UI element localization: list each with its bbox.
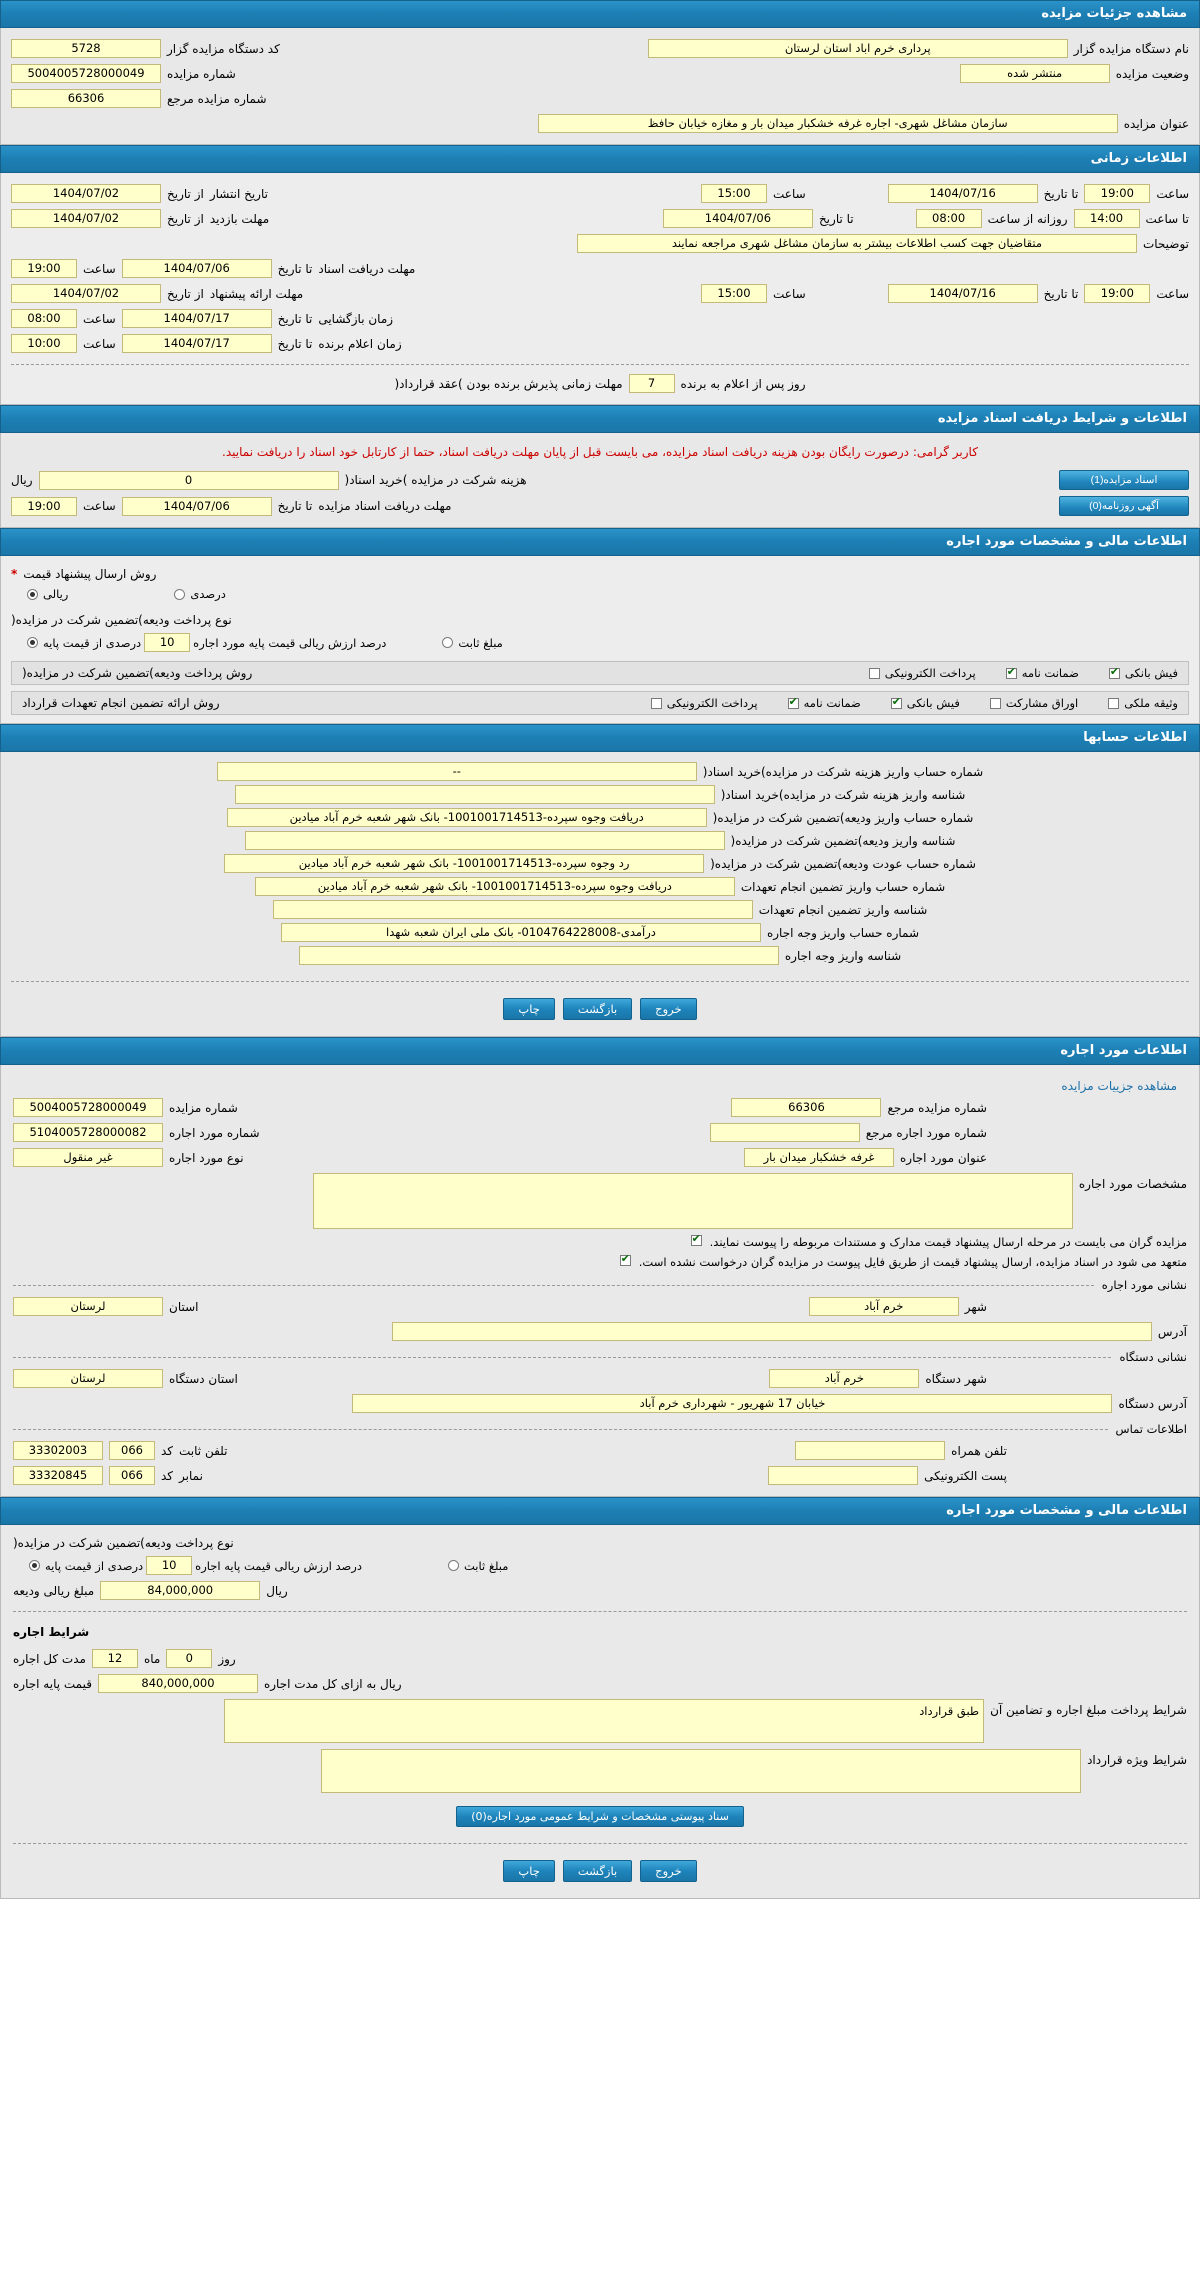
option-guarantee-letter-label: ضمانت نامه: [1021, 666, 1079, 680]
docs-warning-text: کاربر گرامی: درصورت رایگان بودن هزینه دریافت اسناد مزایده، می بایست قبل از پایان مهلت دریافت اسناد، حتما از کارتابل خود اسناد را دریافت نمایید.: [222, 445, 978, 459]
field-description[interactable]: متقاضیان جهت کسب اطلاعات بیشتر به سازمان مشاغل شهری مراجعه نمایند: [577, 234, 1137, 253]
label-item-type: نوع مورد اجاره: [169, 1150, 244, 1165]
account-row: [11, 875, 1189, 898]
label-visit-deadline: مهلت بازدید: [209, 211, 270, 226]
label-publish-to-date: تا تاریخ: [1043, 186, 1079, 201]
option-percent-of-base[interactable]: [25, 633, 386, 652]
checkbox-property-collateral[interactable]: [1108, 698, 1119, 709]
field-announce-date[interactable]: 1404/07/17: [122, 334, 272, 353]
row-receive-docs-deadline: [11, 256, 1189, 281]
field-tel-code[interactable]: 066: [109, 1441, 155, 1460]
section-header-auction-details: مشاهده جزئیات مزایده: [0, 0, 1200, 28]
field-rent-days[interactable]: 0: [166, 1649, 212, 1668]
option-rent-fixed-amount-label: مبلغ ثابت: [463, 1558, 509, 1573]
row-org-address: [13, 1391, 1187, 1416]
field-rent-payment-terms[interactable]: طبق قرارداد: [224, 1699, 984, 1743]
view-auction-details-link[interactable]: مشاهده جزییات مزایده: [1061, 1079, 1177, 1093]
label-contract-acceptance-start: مهلت زمانی پذیرش برنده بودن )عقد قرارداد(: [394, 376, 623, 391]
field-docs-deadline-hour[interactable]: 19:00: [11, 497, 77, 516]
label-ref-number: شماره مزایده مرجع: [167, 91, 267, 106]
checkbox-contract-guarantee-letter[interactable]: [788, 698, 799, 709]
attachment-documents-button[interactable]: سناد پیوستی مشخصات و شرایط عمومی مورد اجاره(0): [456, 1806, 744, 1827]
checkbox-contract-bank-receipt[interactable]: [891, 698, 902, 709]
row-price-method-label: [11, 564, 1189, 584]
financial-info-panel: [0, 556, 1200, 724]
label-visit-from: از تاریخ: [167, 211, 204, 226]
option-participation-bonds-label: اوراق مشارکت: [1005, 696, 1079, 710]
label-auction-number: شماره مزایده: [167, 66, 236, 81]
field-offer-to-hour[interactable]: 19:00: [1084, 284, 1150, 303]
row-docs-deadline: [11, 493, 1189, 519]
field-receive-docs-date[interactable]: 1404/07/06: [122, 259, 272, 278]
account-row: [11, 944, 1189, 967]
row-contact-phone: [13, 1438, 1187, 1463]
label-org-address: آدرس دستگاه: [1118, 1396, 1187, 1411]
field-visit-daily-to[interactable]: 14:00: [1074, 209, 1140, 228]
field-rent-auction-number[interactable]: 5004005728000049: [13, 1098, 163, 1117]
account-value[interactable]: [235, 785, 715, 804]
account-label: شناسه واریز ودیعه)تضمین شرکت در مزایده(: [730, 833, 956, 848]
label-announce-hour: ساعت: [83, 336, 116, 351]
account-row: [11, 898, 1189, 921]
option-bank-receipt-label: فیش بانکی: [1124, 666, 1178, 680]
section-header-accounts: اطلاعات حسابها: [0, 724, 1200, 752]
radio-rent-percent-of-base[interactable]: [29, 1560, 40, 1571]
exit-button-bottom[interactable]: خروج: [640, 1860, 696, 1882]
label-opening-date: تا تاریخ: [277, 311, 313, 326]
row-deposit-type-label: [11, 610, 1189, 630]
field-item-ref-number[interactable]: [710, 1123, 860, 1142]
label-rent-deposit-type: نوع پرداخت ودیعه)تضمین شرکت در مزایده(: [13, 1536, 234, 1550]
field-rent-deposit-percent[interactable]: 10: [146, 1556, 192, 1575]
option-percent-method[interactable]: [172, 587, 225, 601]
label-docs-deadline-hour: ساعت: [83, 499, 116, 513]
option-rent-fixed-amount[interactable]: [446, 1559, 508, 1573]
option-percent-of-base-label: درصدی از قیمت پایه: [43, 635, 142, 650]
option-electronic-payment[interactable]: [867, 666, 976, 680]
label-rent-deposit-amount: مبلغ ریالی ودیعه: [13, 1583, 95, 1598]
account-row: [11, 921, 1189, 944]
option-rent-percent-of-base[interactable]: [27, 1556, 362, 1575]
field-rent-deposit-amount[interactable]: 84,000,000: [100, 1581, 260, 1600]
field-email[interactable]: [768, 1466, 918, 1485]
field-docs-cost[interactable]: 0: [39, 471, 339, 490]
field-auction-status[interactable]: منتشر شده: [960, 64, 1110, 83]
field-rent-months[interactable]: 12: [92, 1649, 138, 1668]
checkbox-guarantee-letter[interactable]: [1006, 668, 1017, 679]
exit-button-top[interactable]: خروج: [640, 998, 696, 1020]
label-receive-docs-hour: ساعت: [83, 261, 116, 276]
radio-rent-fixed-amount[interactable]: [448, 1560, 459, 1571]
docs-info-panel: [0, 433, 1200, 528]
account-label: شناسه واریز هزینه شرکت در مزایده)خرید اسناد(: [720, 787, 966, 802]
label-mobile: تلفن همراه: [951, 1443, 1007, 1458]
account-value[interactable]: [245, 831, 725, 850]
row-auction-title: [11, 111, 1189, 136]
row-code-and-org: [11, 36, 1189, 61]
account-row: [11, 852, 1189, 875]
row-contact-fax: [13, 1463, 1187, 1488]
section-header-time-info: اطلاعات زمانی: [0, 145, 1200, 173]
label-docs-cost: هزینه شرکت در مزایده )خرید اسناد(: [344, 473, 527, 487]
label-rent-auction-number: شماره مزایده: [169, 1100, 238, 1115]
row-rent-terms-title: [13, 1618, 1187, 1646]
option-contract-guarantee-letter[interactable]: [786, 696, 861, 710]
checkbox-no-attachment[interactable]: [620, 1255, 631, 1266]
account-label: شماره حساب واریز تضمین انجام تعهدات: [740, 879, 946, 894]
label-deposit-method: روش پرداخت ودیعه)تضمین شرکت در مزایده(: [22, 666, 253, 680]
label-rent-days: روز: [218, 1651, 236, 1666]
radio-percent-of-base[interactable]: [27, 637, 38, 648]
label-rial-docs: ریال: [11, 473, 33, 487]
field-org-province[interactable]: لرستان: [13, 1369, 163, 1388]
row-rent-address: [13, 1319, 1187, 1344]
field-docs-deadline-date[interactable]: 1404/07/06: [122, 497, 272, 516]
label-fax-code: کد: [161, 1468, 174, 1483]
option-contract-guarantee-letter-label: ضمانت نامه: [803, 696, 861, 710]
label-rent-city: شهر: [964, 1299, 987, 1314]
print-button-top[interactable]: چاپ: [503, 998, 554, 1020]
account-label: شناسه واریز وجه اجاره: [784, 948, 902, 963]
row-contract-acceptance: [11, 371, 1189, 396]
label-tel: تلفن ثابت: [179, 1443, 228, 1458]
label-announce-date: تا تاریخ: [277, 336, 313, 351]
label-item-title: عنوان مورد اجاره: [899, 1150, 987, 1165]
row-rent-deposit-amount: [13, 1578, 1187, 1603]
row-winner-announce-time: [11, 331, 1189, 356]
label-rent-base-price-suffix: ریال به ازای کل مدت اجاره: [263, 1676, 402, 1691]
account-value[interactable]: [273, 900, 753, 919]
label-auction-title: عنوان مزایده: [1123, 116, 1189, 131]
checkbox-attach-documents[interactable]: [691, 1235, 702, 1246]
bottom-button-row: [13, 1850, 1187, 1890]
label-docs-deadline: مهلت دریافت اسناد مزایده: [318, 499, 452, 513]
field-org-name[interactable]: پرداری خرم اباد استان لرستان: [648, 39, 1068, 58]
label-tel-code: کد: [161, 1443, 174, 1458]
label-offer-to: تا تاریخ: [1043, 286, 1079, 301]
account-value[interactable]: رد وجوه سپرده-1001001714513- بانک شهر شعبه خرم آباد میادین: [224, 854, 704, 873]
label-rent-payment-terms: شرایط پرداخت مبلغ اجاره و تضامین آن: [990, 1703, 1187, 1717]
label-visit-to: تا تاریخ: [818, 211, 854, 226]
rent-financial-panel: [0, 1525, 1200, 1899]
field-item-title[interactable]: غرفه خشکبار میدان بار: [744, 1148, 894, 1167]
account-row: [11, 760, 1189, 783]
label-rent-months: ماه: [143, 1651, 161, 1666]
row-offer-deadline: [11, 281, 1189, 306]
label-offer-from-hour: ساعت: [773, 286, 806, 301]
label-email: پست الکترونیکی: [924, 1468, 1007, 1483]
field-auction-title[interactable]: سازمان مشاغل شهری- اجاره غرفه خشکبار میدان بار و مغازه خیابان حافظ: [538, 114, 1118, 133]
row-ref-number: [11, 86, 1189, 111]
account-label: شماره حساب واریز ودیعه)تضمین شرکت در مزایده(: [712, 810, 974, 825]
checkbox-participation-bonds[interactable]: [990, 698, 1001, 709]
field-announce-hour[interactable]: 10:00: [11, 334, 77, 353]
row-rent-deposit-options: [13, 1553, 1187, 1578]
auction-documents-button[interactable]: اسناد مزایده(1): [1059, 470, 1189, 490]
row-rent-deposit-type-label: [13, 1533, 1187, 1553]
label-publish-to-hour: ساعت: [1156, 186, 1189, 201]
account-label: شماره حساب واریز وجه اجاره: [766, 925, 920, 940]
field-rent-province[interactable]: لرستان: [13, 1297, 163, 1316]
back-button-bottom[interactable]: بازگشت: [563, 1860, 632, 1882]
field-publish-from-date[interactable]: 1404/07/02: [11, 184, 161, 203]
label-rent-province: استان: [169, 1299, 199, 1314]
row-rent-payment-terms: [13, 1696, 1187, 1746]
checkbox-contract-electronic[interactable]: [651, 698, 662, 709]
option-fixed-amount-label: مبلغ ثابت: [458, 635, 503, 650]
row-description: [11, 231, 1189, 256]
label-rent-ref-number: شماره مزایده مرجع: [887, 1100, 987, 1115]
row-opening-time: [11, 306, 1189, 331]
option-fixed-amount[interactable]: [440, 636, 502, 650]
field-rent-special-terms[interactable]: [321, 1749, 1081, 1793]
option-rial-method-label: ریالی: [43, 587, 69, 601]
rent-terms-title: شرایط اجاره: [13, 1625, 90, 1639]
label-receive-docs: مهلت دریافت اسناد: [318, 261, 416, 276]
label-publish-from: از تاریخ: [167, 186, 204, 201]
radio-rial-method[interactable]: [27, 589, 38, 600]
field-rent-ref-number[interactable]: 66306: [731, 1098, 881, 1117]
contact-title: اطلاعات تماس: [1115, 1422, 1187, 1436]
note-no-attachment: متعهد می شود در اسناد مزایده، ارسال پیشنهاد قیمت از طریق فایل پیوست در مزایده گران درخواست نشده است.: [638, 1255, 1187, 1269]
field-offer-to-date[interactable]: 1404/07/16: [888, 284, 1038, 303]
field-item-specs[interactable]: [313, 1173, 1073, 1229]
row-rent-province-city: [13, 1294, 1187, 1319]
section-header-financial-info: اطلاعات مالی و مشخصات مورد اجاره: [0, 528, 1200, 556]
note-attach-documents: مزایده گران می بایست در مرحله ارسال پیشنهاد قیمت مدارک و مستندات مربوطه را پیوست نمایند.: [709, 1235, 1187, 1249]
label-rent-rial: ریال: [266, 1583, 288, 1598]
section-header-docs-info: اطلاعات و شرایط دریافت اسناد مزایده: [0, 405, 1200, 433]
label-auction-status: وضعیت مزایده: [1115, 66, 1189, 81]
account-label: شماره حساب عودت ودیعه)تضمین شرکت در مزایده(: [710, 856, 976, 871]
auction-details-panel: [0, 28, 1200, 145]
row-publish-date: [11, 181, 1189, 206]
label-opening-hour: ساعت: [83, 311, 116, 326]
field-offer-from-hour[interactable]: 15:00: [701, 284, 767, 303]
account-value[interactable]: درآمدی-0104764228008- بانک ملی ایران شعبه شهدا: [281, 923, 761, 942]
field-publish-to-hour[interactable]: 19:00: [1084, 184, 1150, 203]
row-rent-auction-numbers: [13, 1095, 1187, 1120]
print-button-bottom[interactable]: چاپ: [503, 1860, 554, 1882]
field-receive-docs-hour[interactable]: 19:00: [11, 259, 77, 278]
row-visit-deadline: [11, 206, 1189, 231]
accounts-panel: [0, 752, 1200, 1037]
label-opening-time: زمان بازگشایی: [318, 311, 394, 326]
field-item-type[interactable]: غیر منقول: [13, 1148, 163, 1167]
label-contract-acceptance-end: روز پس از اعلام به برنده: [680, 376, 806, 391]
account-row: [11, 783, 1189, 806]
account-label: شناسه واریز تضمین انجام تعهدات: [758, 902, 928, 917]
option-rent-percent-of-base-label: درصدی از قیمت پایه: [45, 1558, 144, 1573]
row-docs-cost: [11, 467, 1189, 493]
option-property-collateral-label: وثیقه ملکی: [1124, 696, 1178, 710]
label-rent-percent-suffix: درصد ارزش ریالی قیمت پایه اجاره: [195, 1558, 362, 1573]
row-price-method-options: [11, 584, 1189, 604]
option-guarantee-letter[interactable]: [1004, 666, 1079, 680]
row-rent-duration: [13, 1646, 1187, 1671]
attachment-button-row: [13, 1796, 1187, 1835]
rent-address-title: نشانی مورد اجاره: [1101, 1278, 1187, 1292]
row-rent-item-numbers: [13, 1120, 1187, 1145]
label-percent-suffix: درصد ارزش ریالی قیمت پایه مورد اجاره: [193, 635, 387, 650]
option-participation-bonds[interactable]: [988, 696, 1078, 710]
label-visit-daily-from: روزانه از ساعت: [987, 211, 1068, 226]
option-property-collateral[interactable]: [1106, 696, 1178, 710]
option-bank-receipt[interactable]: [1107, 666, 1178, 680]
field-deposit-percent[interactable]: 10: [144, 633, 190, 652]
field-visit-from-date[interactable]: 1404/07/02: [11, 209, 161, 228]
label-rent-address: آدرس: [1157, 1324, 1187, 1339]
newspaper-ads-button[interactable]: آگهی روزنامه(0): [1059, 496, 1189, 516]
row-deposit-type-options: [11, 630, 1189, 655]
label-offer-to-hour: ساعت: [1156, 286, 1189, 301]
field-auction-code[interactable]: 5728: [11, 39, 161, 58]
label-auction-code: کد دستگاه مزایده گزار: [167, 41, 280, 56]
org-address-section-header: [13, 1344, 1187, 1366]
account-row: [11, 806, 1189, 829]
label-receive-docs-to: تا تاریخ: [277, 261, 313, 276]
option-contract-electronic-label: پرداخت الکترونیکی: [666, 696, 758, 710]
checkbox-bank-receipt[interactable]: [1109, 668, 1120, 679]
field-rent-city[interactable]: خرم آباد: [809, 1297, 959, 1316]
row-rent-specs: [13, 1170, 1187, 1232]
option-contract-bank-receipt[interactable]: [889, 696, 960, 710]
required-asterisk: *: [11, 567, 18, 581]
field-visit-daily-from[interactable]: 08:00: [916, 209, 982, 228]
line-attach-documents-note: [13, 1232, 1187, 1252]
org-address-title: نشانی دستگاه: [1119, 1350, 1187, 1364]
account-value[interactable]: --: [217, 762, 697, 781]
label-org-province: استان دستگاه: [169, 1371, 238, 1386]
radio-percent-method[interactable]: [174, 589, 185, 600]
label-announce-time: زمان اعلام برنده: [318, 336, 402, 351]
row-rent-item-type-title: [13, 1145, 1187, 1170]
label-item-number: شماره مورد اجاره: [169, 1125, 260, 1140]
account-label: شماره حساب واریز هزینه شرکت در مزایده)خرید اسناد(: [702, 764, 984, 779]
deposit-method-box: [11, 661, 1189, 685]
label-offer-deadline: مهلت ارائه پیشنهاد: [209, 286, 304, 301]
label-item-specs: مشخصات مورد اجاره: [1078, 1177, 1187, 1191]
field-visit-to-date[interactable]: 1404/07/06: [663, 209, 813, 228]
field-rent-address[interactable]: [392, 1322, 1152, 1341]
account-value[interactable]: [299, 946, 779, 965]
top-button-row: [11, 988, 1189, 1028]
field-org-address[interactable]: خیابان 17 شهریور - شهرداری خرم آباد: [352, 1394, 1112, 1413]
time-info-panel: [0, 173, 1200, 405]
option-contract-electronic[interactable]: [649, 696, 758, 710]
row-rent-special-terms: [13, 1746, 1187, 1796]
label-description: توضیحات: [1142, 236, 1189, 251]
label-docs-deadline-to: تا تاریخ: [277, 499, 313, 513]
account-value[interactable]: دریافت وجوه سپرده-1001001714513- بانک شهر شعبه خرم آباد میادین: [227, 808, 707, 827]
line-no-attachment-note: [13, 1252, 1187, 1272]
label-contract-guarantee: روش ارائه تضمین انجام تعهدات قرارداد: [22, 696, 220, 710]
account-value[interactable]: دریافت وجوه سپرده-1001001714513- بانک شهر شعبه خرم آباد میادین: [255, 877, 735, 896]
row-rent-base-price: [13, 1671, 1187, 1696]
label-rent-special-terms: شرایط ویژه قرارداد: [1087, 1753, 1187, 1767]
label-rent-base-price: قیمت پایه اجاره: [13, 1676, 92, 1691]
contract-guarantee-box: [11, 691, 1189, 715]
back-button-top[interactable]: بازگشت: [563, 998, 632, 1020]
field-offer-from-date[interactable]: 1404/07/02: [11, 284, 161, 303]
label-publish-from-hour: ساعت: [773, 186, 806, 201]
label-rent-duration: مدت کل اجاره: [13, 1651, 86, 1666]
contact-section-header: [13, 1416, 1187, 1438]
field-tel[interactable]: 33302003: [13, 1441, 103, 1460]
label-price-method: روش ارسال پیشنهاد قیمت: [23, 567, 157, 581]
label-deposit-type: نوع پرداخت ودیعه)تضمین شرکت در مزایده(: [11, 613, 232, 627]
account-row: [11, 829, 1189, 852]
option-rial-method[interactable]: [25, 587, 68, 601]
field-publish-to-date[interactable]: 1404/07/16: [888, 184, 1038, 203]
option-contract-bank-receipt-label: فیش بانکی: [906, 696, 960, 710]
label-org-city: شهر دستگاه: [925, 1371, 987, 1386]
field-opening-date[interactable]: 1404/07/17: [122, 309, 272, 328]
label-publish-date: تاریخ انتشار: [209, 186, 268, 201]
option-percent-method-label: درصدی: [190, 587, 226, 601]
field-item-number[interactable]: 5104005728000082: [13, 1123, 163, 1142]
section-header-rent-financial: اطلاعات مالی و مشخصات مورد اجاره: [0, 1497, 1200, 1525]
rent-info-panel: [0, 1065, 1200, 1497]
field-opening-hour[interactable]: 08:00: [11, 309, 77, 328]
field-publish-from-hour[interactable]: 15:00: [701, 184, 767, 203]
row-auction-no-and-status: [11, 61, 1189, 86]
label-visit-daily-to: تا ساعت: [1145, 211, 1189, 226]
checkbox-electronic-payment[interactable]: [869, 668, 880, 679]
field-org-city[interactable]: خرم آباد: [769, 1369, 919, 1388]
field-ref-number[interactable]: 66306: [11, 89, 161, 108]
field-mobile[interactable]: [795, 1441, 945, 1460]
row-org-province-city: [13, 1366, 1187, 1391]
field-fax-code[interactable]: 066: [109, 1466, 155, 1485]
field-contract-days[interactable]: 7: [629, 374, 675, 393]
label-item-ref-number: شماره مورد اجاره مرجع: [865, 1125, 987, 1140]
section-header-rent-info: اطلاعات مورد اجاره: [0, 1037, 1200, 1065]
label-org-name: نام دستگاه مزایده گزار: [1073, 41, 1189, 56]
field-auction-number[interactable]: 5004005728000049: [11, 64, 161, 83]
label-fax: نمابر: [179, 1468, 203, 1483]
field-fax[interactable]: 33320845: [13, 1466, 103, 1485]
radio-fixed-amount[interactable]: [442, 637, 453, 648]
rent-address-section-header: [13, 1272, 1187, 1294]
option-electronic-payment-label: پرداخت الکترونیکی: [884, 666, 976, 680]
label-offer-from: از تاریخ: [167, 286, 204, 301]
field-rent-base-price[interactable]: 840,000,000: [98, 1674, 258, 1693]
